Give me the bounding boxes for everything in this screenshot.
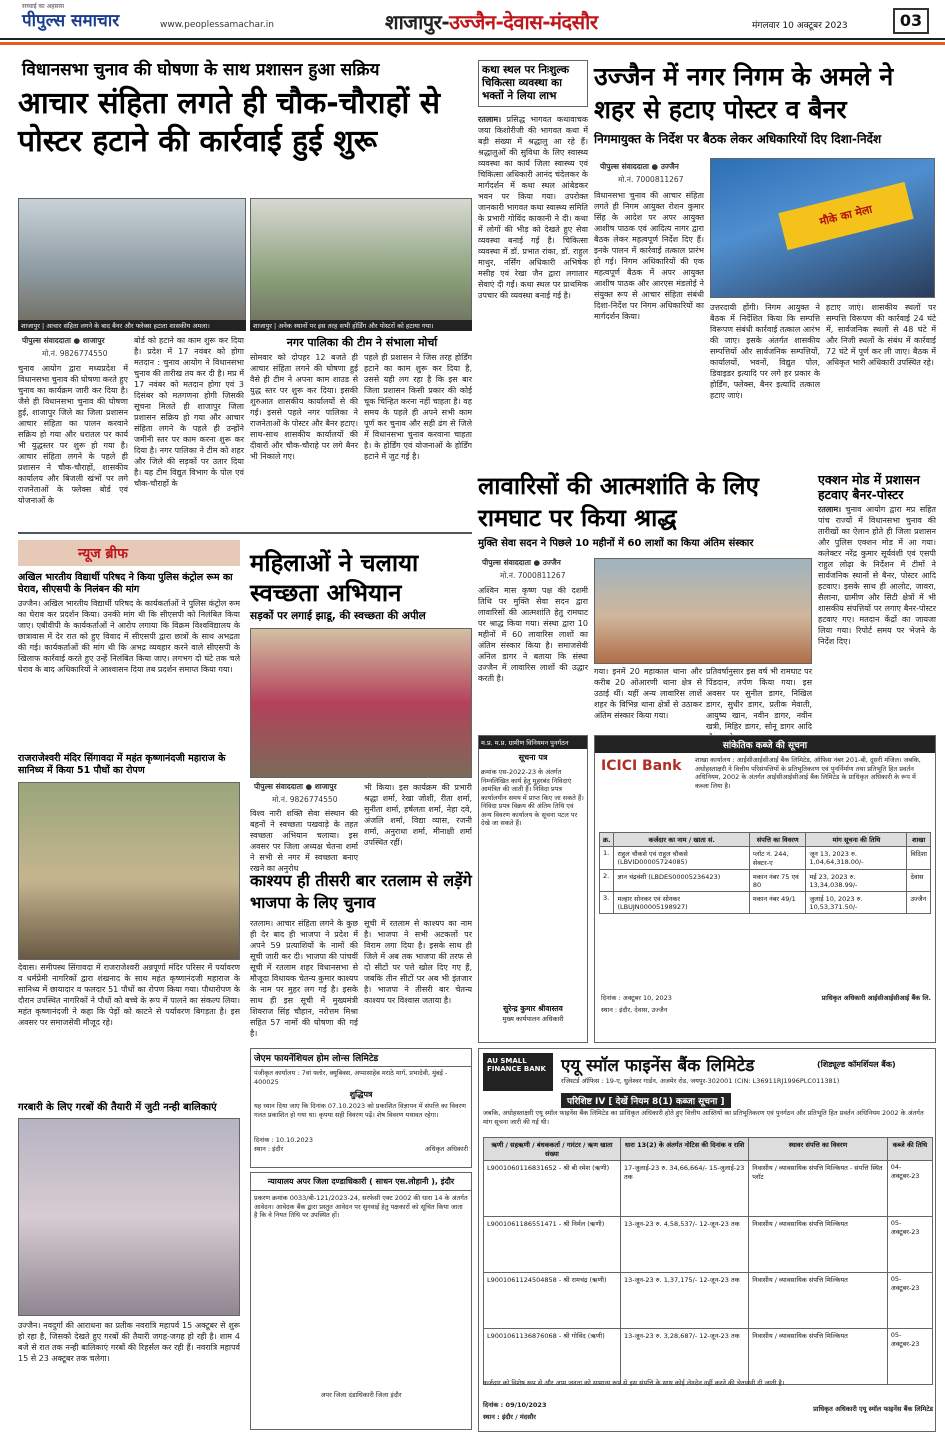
page-number: 03: [893, 8, 929, 34]
au-date: दिनांक : 09/10/2023: [483, 1401, 547, 1409]
icici-table-cell: विदिशा: [907, 847, 931, 870]
ujjain-body: हटाए जाएं। शासकीय स्थलों पर सम्पत्ति विरूपण की कार्रवाई 24 घंटे में, सार्वजनिक स्थलों से 48 घंटे में और निजी स्थलों के संबंध में कार्रवाई 72 घंटे में पूर्ण कर ली जाए। बैठक में अधिकृत भारी अधिकारी उपस्थित रहे।: [826, 303, 936, 367]
icici-table-row: [600, 870, 931, 892]
newspaper-logo: पीपुल्स समाचार: [22, 11, 120, 31]
au-table-cell: L9001061186551471 - श्री निर्मल (ऋणी): [484, 1217, 621, 1273]
lead-photo-caption: शाजापुर | आचार संहिता लगने के बाद बैनर और फ्लेक्स हटाता शासकीय अमला।: [18, 320, 246, 331]
jm-signatory: अधिकृत अधिकारी: [424, 1144, 468, 1153]
icici-column-header: कर्जदार का नाम / खाता सं.: [614, 833, 749, 847]
au-table-row: [484, 1273, 933, 1329]
lead-body: पहले ही प्रशासन ने जिस तरह होर्डिंग हटाने का काम शुरू कर दिया है, उससे यही लग रहा है कि इस बार जिला प्रशासन किसी प्रकार की कोई चूक चिन्हित करना नहीं चाहता है। वह समय के पहले ही अपने सभी काम पूर्ण कर चुनाव और सही ढंग से जिले में विधानसभा चुनाव करवाना चाहता है। के होर्डिंग एवं योजनाओं के होर्डिंग हटाने में जुट गई है।: [364, 353, 472, 461]
byline: पीपुल्स संवाददाता ● उज्जैन: [482, 558, 561, 567]
brief-headline: अखिल भारतीय विद्यार्थी परिषद ने किया पुलिस कंट्रोल रूम का घेराव, सीएसपी के निलंबन की मांग: [18, 572, 233, 595]
women-headline: महिलाओं ने चलाया स्वच्छता अभियान: [250, 549, 419, 607]
brief-headline: राजराजेश्वरी मंदिर सिंगावदा में महंत कृष्णानंदजी महाराज के सानिध्य में किया 51 पौधों का रोपण: [18, 753, 226, 776]
court-title: न्यायालय अपर जिला दण्डाधिकारी ( साधन एस.लोहानी ), इंदौर: [251, 1173, 471, 1191]
shraddh-body: गया। इनमें 20 महाकाल थाना और करीब 20 ओआरणी थाना क्षेत्र से उठाई थीं। यहीं अन्य लावारिस लाशें शहर के विभिन्न थाना क्षेत्रों से उठाकर अंतिम संस्कार किया गया।: [594, 667, 702, 720]
icici-place: स्थान : इंदौर, देवास, उज्जैन: [601, 1006, 668, 1014]
au-column-header: स्थावर संपत्ति का विवरण: [749, 1138, 888, 1161]
ujjain-body: उत्तरदायी होंगी। निगम आयुक्त ने बैठक में निर्देशित किया कि सम्पत्ति विरूपण संबंधी कार्रवाई तत्काल आरंभ की जाए। इसके अंतर्गत शासकीय सम्पत्तियों और सार्वजनिक सम्पत्तियों, कार्यालयों, भवनों, विद्युत पोल, डिवाइडर इत्यादि पर लगे हर प्रकार के होर्डिंग, फ्लेक्स, बैनर इत्यादि तत्काल हटाए जाएं।: [710, 303, 820, 400]
au-place: स्थान : इंदौर / मंदसौर: [483, 1413, 536, 1421]
banner-text: मौके का मेला: [778, 182, 913, 250]
au-table-row: [484, 1217, 933, 1273]
byline: पीपुल्स संवाददाता ● उज्जैन: [600, 162, 679, 171]
au-footer: कर्जदार को विशेष रूप से और आम जनता को सामान्य रूप से इस संपत्ति के साथ कोई लेनदेन नहीं करने की चेतावनी दी जाती है।: [483, 1379, 785, 1387]
divider: [0, 42, 945, 45]
website-link[interactable]: www.peoplessamachar.in: [160, 20, 274, 30]
jm-body: यह ध्यान दिया जाए कि दिनांक 07.10.2023 को प्रकाशित विज्ञापन में संपत्ति का विवरण गलत प्रकाशित हो गया था। कृपया सही विवरण पढ़ें। शेष विवरण यथावत रहेगा।: [254, 1102, 466, 1119]
news-brief-label: न्यूज ब्रीफ: [78, 546, 128, 562]
icici-table-cell: मई 23, 2023 रु. 13,34,038.99/-: [806, 870, 907, 892]
tender-ad-designation: मुख्य कार्यपालन अधिकारी: [502, 1015, 564, 1023]
au-table-cell: निवासीय / व्यावसायिक संपत्ति मिल्कियत: [749, 1217, 888, 1273]
au-table-cell: 13-जून-23 रु. 3,28,687/- 12-जून-23 तक: [620, 1329, 748, 1385]
ujjain-body: विधानसभा चुनाव की आचार संहिता लगते ही निगम आयुक्त रोशन कुमार सिंह के आदेश पर अपर आयुक्त आशीष पाठक एवं आदित्य नागर द्वारा बैठक लेकर महत्वपूर्ण निर्देश दिए हैं। इनके पालन में कार्रवाई तत्काल प्रारंभ हो गई। निगम अधिकारियों की एक महत्वपूर्ण बैठक में अपर आयुक्त आशीष पाठक और आरएस मंडलोई ने संयुक्त रूप से आचार संहिता संबंधी दिशा-निर्देश पर निगम अधिकारियों का मार्गदर्शन किया।: [594, 191, 704, 321]
icici-table-cell: मकान नंबर 49/1: [749, 892, 806, 914]
action-body: रतलाम। चुनाव आयोग द्वारा मप्र सहित पांच राज्यों में विधानसभा चुनाव की तारीखों का ऐलान होते ही जिला प्रशासन और पुलिस एक्शन मोड में आ गया। कलेक्टर नरेंद्र कुमार सूर्यवंशी एवं एसपी राहुल लोढ़ा के निर्देशन में टीमों ने सार्वजनिक स्थानों से बैनर, पोस्टर आदि हटवाए। इसके साथ ही आलोट, जावरा, सैलाना, ग्रामीण और सिटी क्षेत्रों में भी शासकीय संपत्तियों पर लगाए बैनर-पोस्टर हटवाए गए। मतदान केंद्रों का जायजा लिया गया। रिपोर्ट समय पर भेजने के निर्देश दिए।: [818, 505, 936, 646]
health-body: रतलाम। प्रसिद्ध भागवत कथावाचक जया किशोरीजी की भागवत कथा में बड़ी संख्या में श्रद्धालु आ रहे हैं। श्रद्धालुओं की सुविधा के लिए स्वास्थ्य व्यवस्था का कार्य जिला स्वास्थ्य एवं चिकित्सा अधिकारी आनंद चंदेलकर के मार्गदर्शन में कथा स्थल आंबेडकर भवन पर किया गया। उपरोक्त जानकारी भागवत कथा स्वास्थ्य समिति के प्रभारी गोविंद काकानी ने दी। कथा में लोगों की भीड़ को देखते हुए सेवा व्यवस्था बनाई गई है। चिकित्सा व्यवस्था में डॉ. प्रभात रांका, डॉ. राहुल माथुर, नर्सिंग अधिकारी अभिषेक मसीह एवं रेखा जैन द्वारा लगातार सेवाएं दी गईं। कथा स्थल पर प्राथमिक उपचार की व्यवस्था बनाई गई है।: [478, 115, 589, 300]
au-table-cell: L9001061124504858 - श्री रामचंद्र (ऋणी): [484, 1273, 621, 1329]
au-title: एयू स्मॉल फाइनेंस बैंक लिमिटेड: [561, 1056, 755, 1076]
icici-table-cell: जून 13, 2023 रु. 1,04,64,318.00/-: [806, 847, 907, 870]
icici-table-cell: मकान नंबर 75 एवं 80: [749, 870, 806, 892]
au-table-cell: 13-जून-23 रु. 1,37,175/- 12-जून-23 तक: [620, 1273, 748, 1329]
shraddh-headline: लावारिसों की आत्मशांति के लिए रामघाट पर किया श्राद्ध: [478, 472, 759, 532]
brief-body: उज्जैन। नवदुर्गा की आराधना का प्रतीक नवरात्रि महापर्व 15 अक्टूबर से शुरू हो रहा है, जिसको देखते हुए गरबों की तैयारी जगह-जगह हो रही है। शाम 4 बजे से रात तक नन्ही बालिकाएं गरबों की रिहर्सल कर रही हैं। नवरात्रि महापर्व 15 से 23 अक्टूबर तक चलेगा।: [18, 1321, 240, 1363]
shraddh-body: प्रतिवर्षानुसार इस वर्ष भी रामघाट पर पिंडदान, तर्पण किया गया। इस अवसर पर सुनील डागर, निखिल डागर, सुधीर डागर, प्रतीक मेवाती, आयुष्य खान, नवीन डागर, नवीन खत्री, मिहिर डागर, सोनू डागर आदि: [706, 667, 812, 731]
garba-photo: [18, 1118, 240, 1316]
au-subtitle: (शिड्यूल्ड कॉमर्शियल बैंक): [817, 1060, 896, 1069]
icici-table-cell: जुलाई 10, 2023 रु. 10,53,371.50/-: [806, 892, 907, 914]
au-intro: जबकि, अधोहस्ताक्षरी एयू स्मॉल फाइनेंस बैंक लिमिटेड का प्राधिकृत अधिकारी होते हुए वित्तीय आस्तियों का प्रतिभूतिकरण एवं पुनर्गठन और प्रतिभूति हित प्रवर्तन अधिनियम 2002 के अंतर्गत मांग सूचना जारी की गई थी।: [483, 1109, 924, 1126]
au-table-cell: 05-अक्टूबर-23: [887, 1217, 932, 1273]
au-registered-office: रजिस्टर्ड ऑफिस : 19-ए, धुलेश्वर गार्डन, अजमेर रोड, जयपुर-302001 (CIN: L36911RJ1996PLC011381): [561, 1077, 840, 1085]
divider: [18, 532, 472, 534]
icici-table-cell: देवास: [907, 870, 931, 892]
court-signatory: अपर जिला दंडाधिकारी जिला इंदौर: [320, 1391, 402, 1399]
masthead: [0, 0, 945, 40]
jm-title: जेएम फायनेंशियल होम लोन्स लिमिटेड: [251, 1049, 471, 1067]
icici-table-cell: 3.: [600, 892, 614, 914]
au-notice-title: परिशिष्ट IV [ देखें नियम 8(1) कब्जा सूचना ]: [561, 1093, 731, 1108]
au-table-cell: L9001061136876068 - श्री गोविंद (ऋणी): [484, 1329, 621, 1385]
brief-headline: गरबारी के लिए गरबों की तैयारी में जुटी नन्ही बालिकाएं: [18, 1102, 217, 1113]
mobile-number: मो.नं. 7000811267: [618, 175, 684, 184]
issue-date: मंगलवार 10 अक्टूबर 2023: [752, 21, 848, 31]
icici-table-cell: 1.: [600, 847, 614, 870]
masthead-tagline: सच्चाई का अहसास: [22, 3, 65, 10]
plantation-photo: [18, 782, 240, 960]
icici-table-cell: मल्हार सोनकर एवं सोनकर (LBUJN00005198927): [614, 892, 749, 914]
health-headline: कथा स्थल पर निःशुल्क चिकित्सा व्यवस्था का भक्तों ने लिया लाभ: [478, 60, 588, 107]
icici-column-header: मांग सूचना की तिथि: [806, 833, 907, 847]
au-table-cell: 05-अक्टूबर-23: [887, 1329, 932, 1385]
brief-body: देवास। समीपस्थ सिंगावदा में राजराजेश्वरी अन्नपूर्णा मंदिर परिसर में पर्यावरण व धर्मप्रेमी नागरिकों द्वारा शंखनाद के साथ महंत कृष्णानंदजी महाराज के सानिध्य में छायादार व फलदार 51 पौधों का रोपण किया गया। पौधारोपण के दौरान उपस्थित नागरिकों ने पौधों को बच्चे के रूप में पालने का संकल्प लिया। महंत कृष्णानंदजी ने कहा कि पेड़ों को काटने से पर्यावरण बिगड़ता है। इस अवसर पर समाजसेवी मौजूद रहे।: [18, 963, 240, 1027]
lead-body: चुनाव आयोग द्वारा मध्यप्रदेश में विधानसभा चुनाव की घोषणा करते हुए चुनाव का कार्यक्रम जारी कर दिया है। जैसे ही विधानसभा चुनाव की घोषणा हुई, शाजापुर जिले का जिला प्रशासन आचार संहिता का पालन करवाने सक्रिय हो गया और धरातल पर कार्य भी युद्धस्तर पर शुरू हो गया है। आचार संहिता लगने के पहले ही प्रशासन ने चौक-चौराहों, शासकीय कार्यालय और बिजली खंभों पर लगे राजनेताओं के फ्लेक्स बोर्ड एवं योजनाओं के: [18, 364, 128, 505]
icici-table: [599, 832, 931, 914]
au-table-cell: 04-अक्टूबर-23: [887, 1161, 932, 1217]
icici-column-header: क्र.: [600, 833, 614, 847]
lead-photo-caption: शाजापुर | अनेक स्थानों पर इस तरह सभी होर्डिंग और पोस्टरों को हटाया गया।: [250, 320, 472, 331]
news-brief-header: [18, 540, 240, 566]
tender-ad-header: म.प्र. म.प्र. ग्रामीण विनियमन पुनर्गठन: [479, 736, 587, 749]
kashyap-body: सूची में रतलाम से काश्यप का नाम है। भाजपा ने सभी अटकलों पर विराम लगा दिया है। इसके साथ ही जिले में अब तक भाजपा की तरफ से दो सीटों पर पत्ते खोल दिए गए हैं, जबकि तीन सीटों पर अब भी इंतजार है। भाजपा ने तीसरी बार चेतन्य काश्यप पर विश्वास जताया है।: [364, 919, 472, 1005]
lead-body: सोमवार को दोपहर 12 बजते ही आचार संहिता लगने की घोषणा हुई वैसे ही टीम ने अपना काम शाउड से युद्ध स्तर पर शुरू कर दिया। इसकी शुरुआत शासकीय कार्यालयों से की गई। इससे पहले नगर पालिका ने राजनेताओं के पोस्टर और बैनर हटाए। साथ-साथ शासकीय कार्यालयों की दीवारों और चौक-चौराहे पर लगे बैनर भी निकाले गए।: [250, 353, 358, 461]
lead-photo-crane: [18, 198, 246, 330]
au-table-cell: निवासीय / व्यावसायिक संपत्ति मिल्कियत - संपत्ति स्थित प्लॉट: [749, 1161, 888, 1217]
kashyap-headline: काश्यप ही तीसरी बार रतलाम से लड़ेंगे भाजपा के लिए चुनाव: [250, 871, 472, 912]
au-table-row: [484, 1329, 933, 1385]
icici-column-header: संपत्ति का विवरण: [749, 833, 806, 847]
icici-table-cell: राहुल चौकसे एवं राहुल चौकसे (LBVID00005724085): [614, 847, 749, 870]
women-body: भी किया। इस कार्यक्रम की प्रभारी श्रद्धा शर्मा, रेखा जोशी, रीता शर्मा, सुनीता शर्मा, हर्षलता शर्मा, नेहा दवे, अंजलि शर्मा, विद्या व्यास, रजनी शर्मा, अनुराधा शर्मा, मीनाक्षी शर्मा उपस्थित रहीं।: [364, 783, 472, 847]
mobile-number: मो.नं. 9826774550: [42, 349, 108, 358]
icici-notice-title: सांकेतिक कब्जे की सूचना: [595, 736, 935, 753]
section-title: शाजापुर-उज्जैन-देवास-मंदसौर: [385, 10, 598, 34]
icici-table-cell: ज्ञान चंद्रवंशी (LBDES00005236423): [614, 870, 749, 892]
au-table-cell: 05-अक्टूबर-23: [887, 1273, 932, 1329]
au-column-header: कब्जे की तिथि: [887, 1138, 932, 1161]
icici-signatory: प्राधिकृत अधिकारी आईसीआईसीआई बैंक लि.: [821, 994, 931, 1002]
au-table-cell: 13-जून-23 रु. 4,58,537/- 12-जून-23 तक: [620, 1217, 748, 1273]
ujjain-deck: निगमायुक्त के निर्देश पर बैठक लेकर अधिकारियों दिए दिशा-निर्देश: [594, 132, 882, 146]
icici-table-cell: 2.: [600, 870, 614, 892]
tender-ad-body: क्रमांक एस-2022-23 के अंतर्गत निम्नलिखित कार्य हेतु मुहरबंद निविदाएं आमंत्रित की जाती हैं। निविदा प्रपत्र कार्यालयीन समय में प्राप्त किए जा सकते हैं। निविदा प्रपत्र विक्रय की अंतिम तिथि एवं अन्य विवरण कार्यालय के सूचना पटल पर देखे जा सकते हैं।: [481, 768, 584, 827]
ujjain-photo-banner: [710, 158, 935, 298]
women-deck: सड़कों पर लगाई झाडू, की स्वच्छता की अपील: [250, 610, 426, 622]
women-photo: [250, 628, 472, 778]
au-bank-notice: [478, 1048, 936, 1432]
byline: पीपुल्स संवाददाता ● शाजापुर: [254, 782, 337, 791]
icici-column-header: शाखा: [907, 833, 931, 847]
icici-brand: ICICI Bank: [601, 758, 682, 774]
women-body: विश्व नारी शक्ति सेवा संस्थान की बहनों ने स्वच्छता पखवाड़े के तहत स्वच्छता अभियान चलाया। इस अवसर पर जिला अध्यक्ष चेतना शर्मा ने सभी से नगर में स्वच्छता बनाए रखने का अनुरोध: [250, 809, 358, 873]
action-headline: एक्शन मोड में प्रशासन हटवाए बैनर-पोस्टर: [818, 472, 920, 502]
au-table-cell: L9001060116831652 - श्री बी रमेश (ऋणी): [484, 1161, 621, 1217]
au-table: [483, 1137, 933, 1385]
lead-body: बोर्ड को हटाने का काम शुरू कर दिया है। प्रदेश में 17 नवंबर को होगा मतदान : चुनाव आयोग ने विधानसभा चुनाव की तारीख तय कर दी है। मप्र में 17 नवंबर को मतदान होगा एवं 3 दिसंबर को मतगणना होगी जिसकी सूचना मिलते ही शाजापुर जिला प्रशासन सक्रिय हो गया और आचार संहिता लगने के पहले ही उन्होंने जमीनी स्तर पर काम करना शुरू कर दिया है। नगर पालिका ने टीम को शहर और जिले की सड़कों पर उतार दिया है। यह टीम विद्युत विभाग के पोल एवं चौक-चौराहों के: [134, 336, 244, 488]
tender-ad-title: सूचना पत्र: [518, 753, 548, 762]
shraddh-deck: मुक्ति सेवा सदन ने पिछले 10 महीनों में 60 लाशों का किया अंतिम संस्कार: [478, 538, 754, 549]
jm-place: स्थान : इंदौर: [254, 1144, 284, 1153]
au-column-header: धारा 13(2) के अंतर्गत नोटिस की दिनांक व राशि: [620, 1138, 748, 1161]
byline: पीपुल्स संवाददाता ● शाजापुर: [22, 336, 105, 345]
icici-date: दिनांक : अक्टूबर 10, 2023: [601, 994, 672, 1002]
icici-table-cell: उज्जैन: [907, 892, 931, 914]
icici-table-row: [600, 892, 931, 914]
mobile-number: मो.नं. 7000811267: [500, 571, 566, 580]
icici-logo: [601, 758, 681, 774]
lead-subhead: नगर पालिका की टीम ने संभाला मोर्चा: [286, 336, 438, 349]
lead-photo-hoarding: [250, 198, 472, 330]
icici-table-cell: प्लॉट नं. 244, सेक्टर-ए: [749, 847, 806, 870]
kashyap-body: रतलाम। आचार संहिता लगने के कुछ ही देर बाद ही भाजपा ने प्रदेश में अपने 59 प्रत्याशियों के नामों की सूची जारी कर दी। भाजपा की पांचवीं सूची में रतलाम शहर विधानसभा से मौजूदा विधायक चेतन्य कुमार काश्यप के नाम पर मुहर लग गई है। इसके साथ ही इस सूची में मुख्यमंत्री शिवराज सिंह चौहान, नरोत्तम मिश्रा सहित 57 नामों की घोषणा की गई है।: [250, 919, 358, 1038]
icici-notice: [594, 735, 936, 1043]
shraddh-photo: [594, 558, 812, 664]
jm-address: पंजीकृत कार्यालय : 7वां फ्लोर, क्यूबिक्स, अप्पासाहेब मराठे मार्ग, प्रभादेवी, मुंबई - 400025: [254, 1069, 448, 1086]
jm-financial-ad: [250, 1048, 472, 1168]
brief-body: उज्जैन। अखिल भारतीय विद्यार्थी परिषद के कार्यकर्ताओं ने पुलिस कंट्रोल रूम का घेराव कर प्रदर्शन किया। उनकी मांग थी कि सीएसपी को निलंबित किया जाए। एबीवीपी के कार्यकर्ताओं ने आरोप लगाया कि विक्रम विश्वविद्यालय के छात्रावास में देर रात को हुए विवाद में सीएसपी द्वारा छात्रों के साथ अभद्रता की गई। कार्यकर्ताओं की मांग थी कि अभद्र व्यवहार करने वाले सीएसपी के खिलाफ कार्रवाई करते हुए उन्हें निलंबित किया जाए। लगभग दो घंटे तक चले घेराव के बाद अधिकारियों ने आश्वासन दिया तब प्रदर्शन समाप्त किया गया।: [18, 599, 240, 674]
au-signatory: प्राधिकृत अधिकारी एयू स्मॉल फाइनेंस बैंक लिमिटेड: [813, 1405, 933, 1413]
au-table-cell: 17-जुलाई-23 रु. 34,66,664/- 15-जुलाई-23 तक: [620, 1161, 748, 1217]
au-logo: AU SMALL FINANCE BANK: [483, 1053, 553, 1091]
au-table-cell: निवासीय / व्यावसायिक संपत्ति मिल्कियत: [749, 1329, 888, 1385]
jm-date: दिनांक : 10.10.2023: [254, 1136, 313, 1144]
lead-headline: आचार संहिता लगते ही चौक-चौराहों से पोस्टर हटाने की कार्रवाई हुई शुरू: [18, 86, 441, 159]
court-body: प्रकरण क्रमांक 0033/बी-121/2023-24, सरफेसी एक्ट 2002 की धारा 14 के अंतर्गत आवेदन। आवेदक बैंक द्वारा प्रस्तुत आवेदन पर सुनवाई हेतु पक्षकारों को सूचित किया जाता है कि वे नियत तिथि पर उपस्थित हों।: [254, 1194, 468, 1219]
tender-ad-signatory: सुरेन्द्र कुमार श्रीवास्तव: [503, 1004, 563, 1013]
icici-notice-body: शाखा कार्यालय : आईसीआईसीआई बैंक लिमिटेड, ऑफिस नंबर 201-बी, दूसरी मंजिल। जबकि, अधोहस्ताक्षरी ने वित्तीय परिसंपत्तियों के प्रतिभूतिकरण एवं पुनर्निर्माण तथा प्रतिभूति हित प्रवर्तन अधिनियम, 2002 के अंतर्गत आईसीआईसीआई बैंक लिमिटेड के प्राधिकृत अधिकारी के रूप में कब्जा लिया है।: [695, 756, 921, 790]
lead-kicker: विधानसभा चुनाव की घोषणा के साथ प्रशासन हुआ सक्रिय: [22, 60, 380, 80]
shraddh-body: अश्विन मास कृष्ण पक्ष की दशमी तिथि पर मुक्ति सेवा सदन द्वारा लावारिसों की आत्मशांति हेतु रामघाट पर श्राद्ध किया गया। संस्था द्वारा 10 महीनों में 60 लावारिस लाशों का अंतिम संस्कार किया है। समाजसेवी अनिल डागर ने बताया कि संस्था उज्जैन में लावारिस लाशों की उद्धार करती है।: [478, 586, 588, 683]
icici-table-row: [600, 847, 931, 870]
au-table-row: [484, 1161, 933, 1217]
court-notice: [250, 1172, 472, 1430]
au-column-header: ऋणी / सहऋणी / बंधककर्ता / गारंटर / ऋण खाता संख्या: [484, 1138, 621, 1161]
mobile-number: मो.नं. 9826774550: [272, 795, 338, 804]
ujjain-headline: उज्जैन में नगर निगम के अमले ने शहर से हटाए पोस्टर व बैनर: [594, 62, 894, 124]
jm-notice-title: शुद्धिपत्र: [349, 1090, 373, 1099]
au-table-cell: निवासीय / व्यावसायिक संपत्ति मिल्कियत: [749, 1273, 888, 1329]
tender-ad: [478, 735, 588, 1043]
